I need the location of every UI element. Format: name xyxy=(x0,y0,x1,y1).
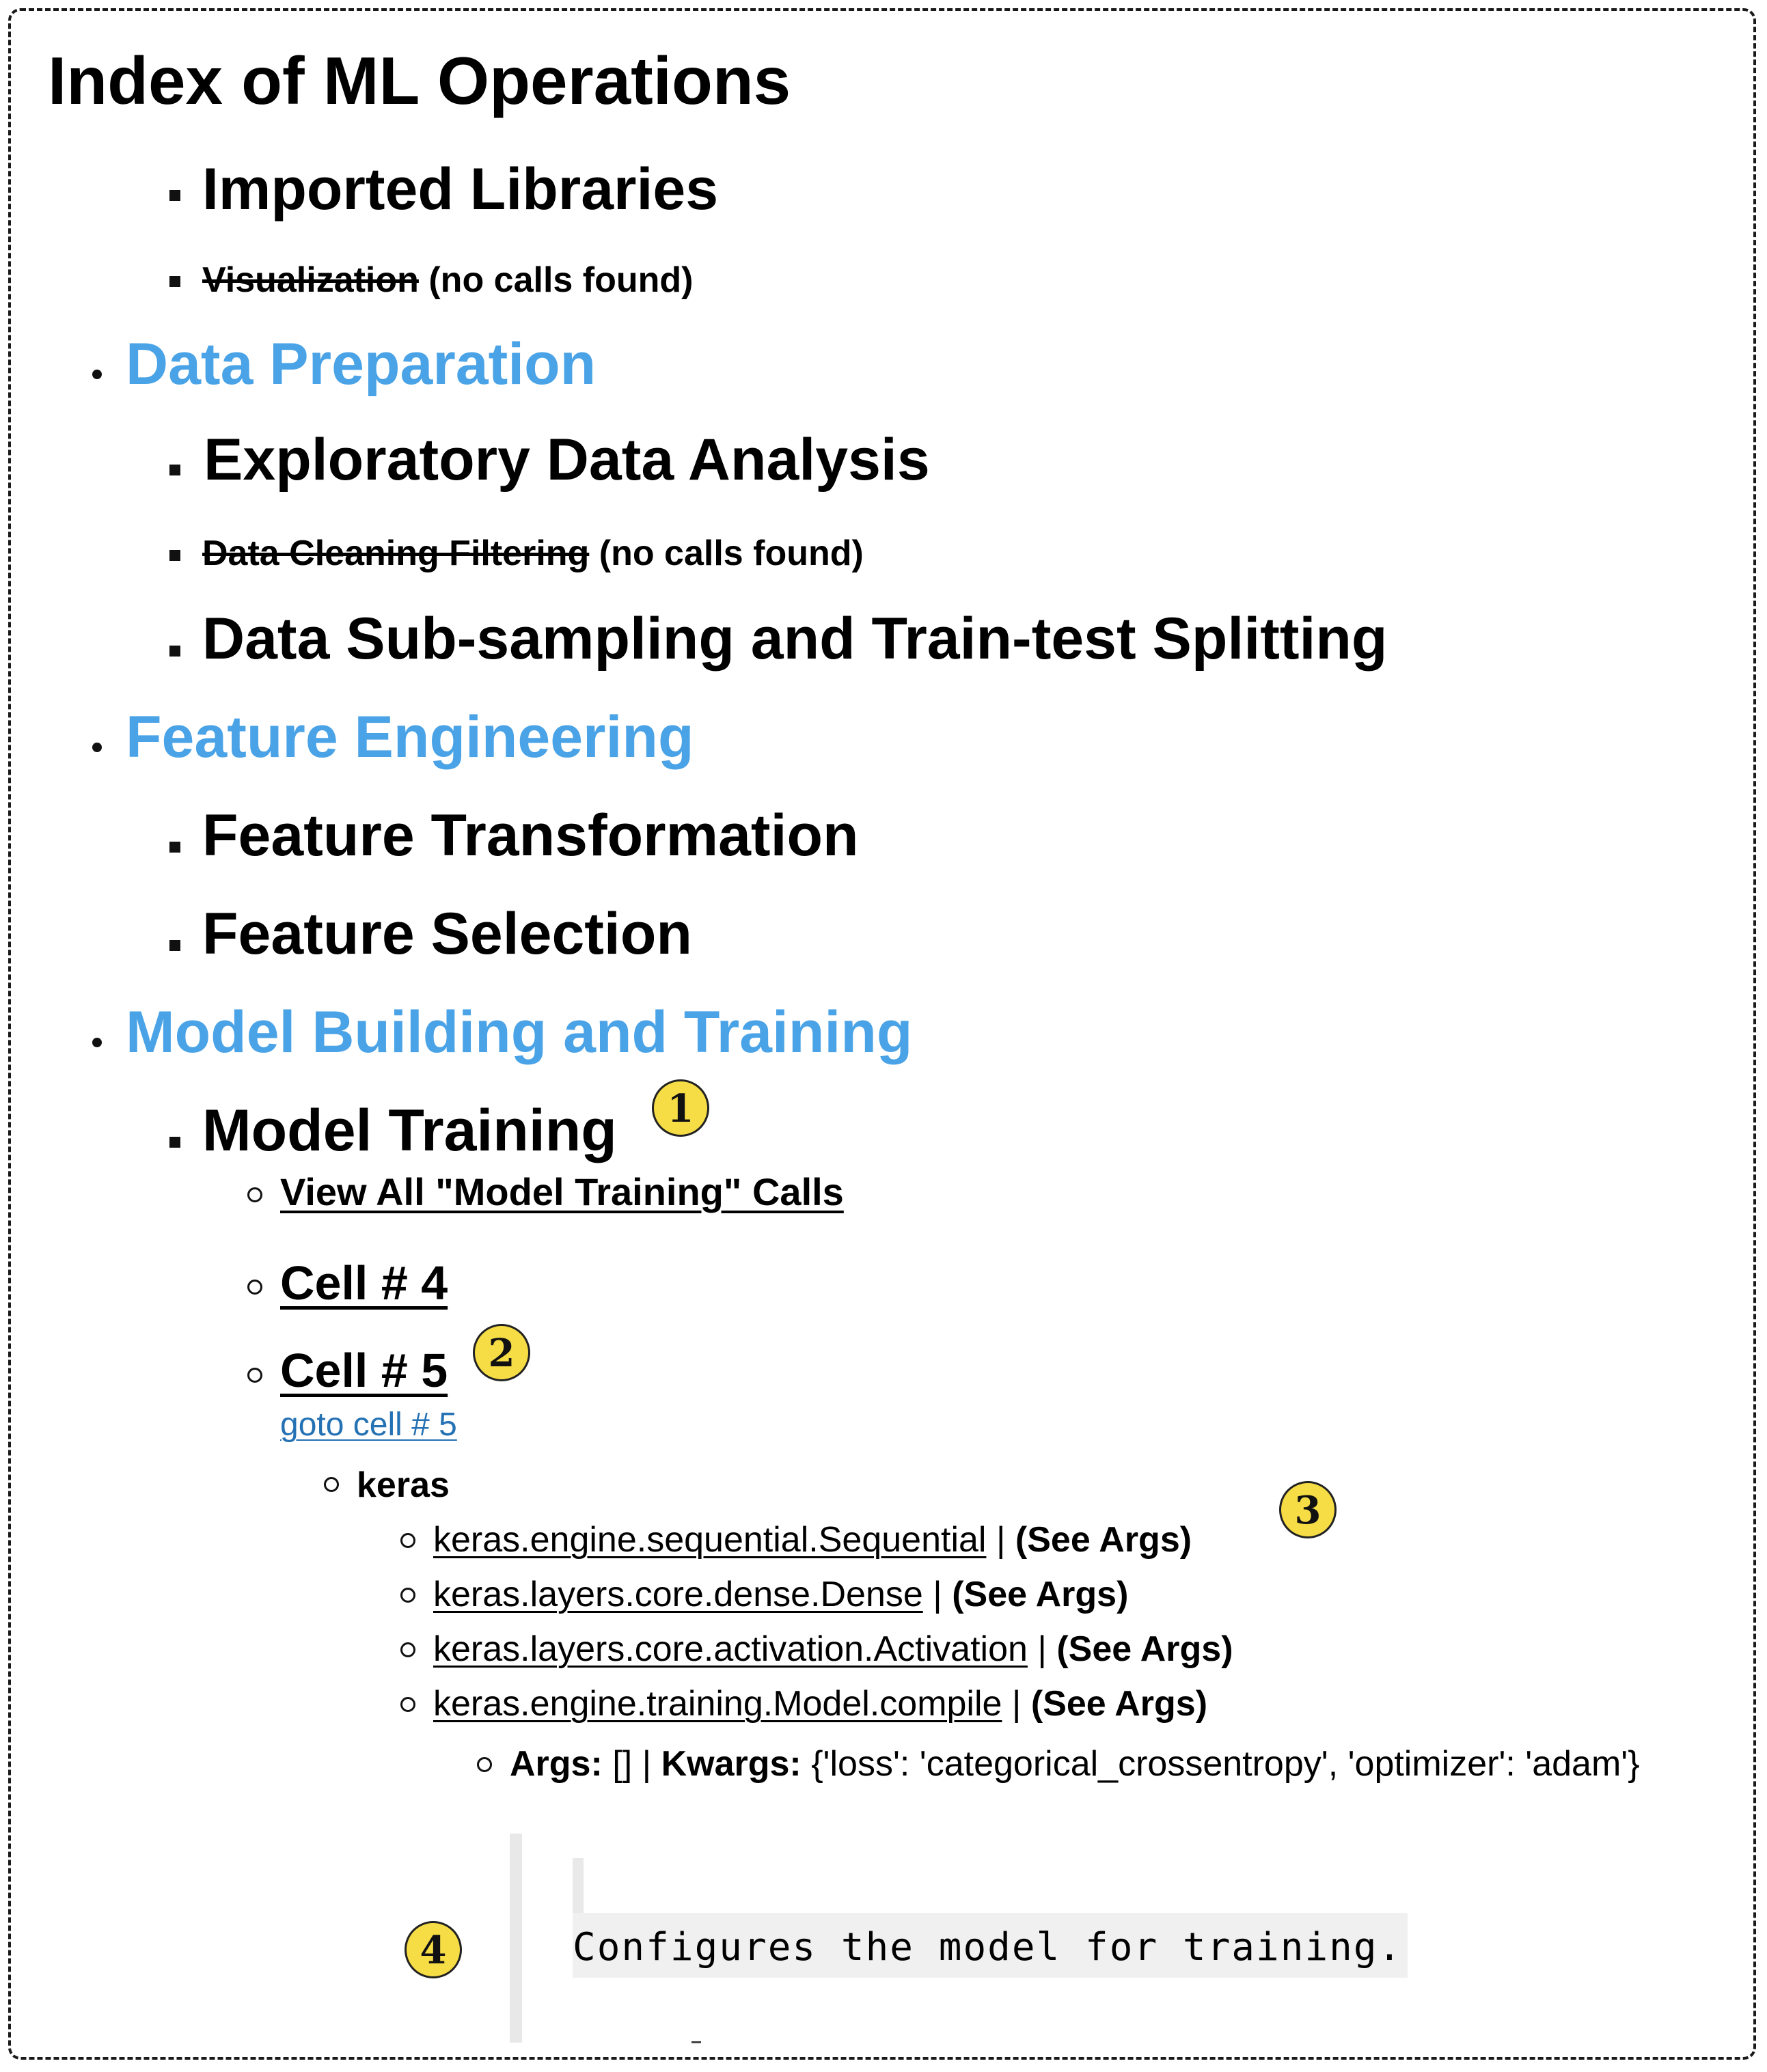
call-item xyxy=(433,1629,1233,1670)
heading-exploratory-data-analysis[interactable]: Exploratory Data Analysis xyxy=(204,427,930,493)
docstring-code: Configures the model for training. xyxy=(573,1913,1408,1978)
args-detail xyxy=(510,1743,1640,1784)
visualization-label: Visualization xyxy=(202,260,419,300)
hollow-bullet xyxy=(400,1533,415,1548)
square-bullet xyxy=(169,1137,180,1148)
docstring-edge xyxy=(573,1858,584,1913)
round-bullet xyxy=(92,1038,102,1047)
see-args-button[interactable]: (See Args) xyxy=(1015,1520,1192,1560)
hollow-bullet xyxy=(400,1588,415,1603)
kwargs-label: Kwargs: xyxy=(661,1744,802,1784)
heading-data-preparation[interactable]: Data Preparation xyxy=(126,331,597,397)
annotation-badge-1: 1 xyxy=(652,1079,709,1137)
call-item xyxy=(433,1574,1128,1615)
call-separator: | xyxy=(933,1575,942,1614)
visualization-note: (no calls found) xyxy=(428,260,694,300)
square-bullet xyxy=(169,842,180,853)
hollow-bullet xyxy=(324,1477,339,1492)
args-value: [] xyxy=(612,1744,633,1784)
call-item xyxy=(433,1519,1192,1560)
docstring-quote-bar xyxy=(510,1834,522,2043)
heading-model-building[interactable]: Model Building and Training xyxy=(126,999,913,1065)
scroll-hint xyxy=(691,2041,701,2043)
args-separator: | xyxy=(642,1744,652,1784)
heading-visualization xyxy=(202,260,693,301)
call-dense-link[interactable]: keras.layers.core.dense.Dense xyxy=(433,1575,923,1614)
call-separator: | xyxy=(1011,1684,1022,1724)
call-separator: | xyxy=(996,1520,1006,1560)
cell-5-link[interactable]: Cell # 5 xyxy=(280,1344,448,1397)
round-bullet xyxy=(92,743,102,752)
annotation-badge-3: 3 xyxy=(1279,1481,1337,1538)
hollow-bullet xyxy=(400,1697,415,1712)
see-args-button[interactable]: (See Args) xyxy=(952,1575,1129,1614)
heading-model-training[interactable]: Model Training xyxy=(202,1098,617,1163)
square-bullet xyxy=(169,940,180,951)
see-args-button[interactable]: (See Args) xyxy=(1056,1629,1233,1669)
hollow-bullet xyxy=(247,1280,262,1295)
data-cleaning-label: Data Cleaning Filtering xyxy=(202,534,590,573)
heading-feature-engineering[interactable]: Feature Engineering xyxy=(126,704,694,770)
call-sequential-link[interactable]: keras.engine.sequential.Sequential xyxy=(433,1520,987,1560)
heading-feature-transformation[interactable]: Feature Transformation xyxy=(202,803,859,868)
heading-imported-libraries[interactable]: Imported Libraries xyxy=(202,156,719,222)
call-separator: | xyxy=(1037,1629,1047,1669)
square-bullet xyxy=(169,550,180,561)
view-all-model-training-link[interactable]: View All "Model Training" Calls xyxy=(280,1170,844,1213)
heading-subsampling[interactable]: Data Sub-sampling and Train-test Splitting xyxy=(202,606,1388,672)
see-args-button[interactable]: (See Args) xyxy=(1030,1684,1208,1724)
annotation-badge-4: 4 xyxy=(405,1921,462,1978)
hollow-bullet xyxy=(400,1642,415,1657)
round-bullet xyxy=(92,370,102,379)
data-cleaning-note: (no calls found) xyxy=(599,534,864,573)
annotation-badge-2: 2 xyxy=(473,1324,530,1381)
page-title: Index of ML Operations xyxy=(48,43,791,118)
call-item xyxy=(433,1683,1207,1724)
square-bullet xyxy=(169,190,180,201)
square-bullet xyxy=(169,646,180,657)
hollow-bullet xyxy=(247,1187,262,1202)
goto-cell-link[interactable]: goto cell # 5 xyxy=(280,1407,457,1443)
kwargs-value: {'loss': 'categorical_crossentropy', 'optimizer': 'adam'} xyxy=(811,1744,1640,1784)
library-keras: keras xyxy=(357,1465,450,1505)
args-label: Args: xyxy=(510,1744,603,1784)
heading-feature-selection[interactable]: Feature Selection xyxy=(202,901,692,967)
heading-data-cleaning xyxy=(202,533,864,574)
call-compile-link[interactable]: keras.engine.training.Model.compile xyxy=(433,1684,1002,1724)
hollow-bullet xyxy=(477,1757,492,1772)
square-bullet xyxy=(169,276,180,287)
call-activation-link[interactable]: keras.layers.core.activation.Activation xyxy=(433,1629,1028,1669)
square-bullet xyxy=(169,465,180,475)
cell-4-link[interactable]: Cell # 4 xyxy=(280,1256,448,1310)
hollow-bullet xyxy=(247,1368,262,1383)
